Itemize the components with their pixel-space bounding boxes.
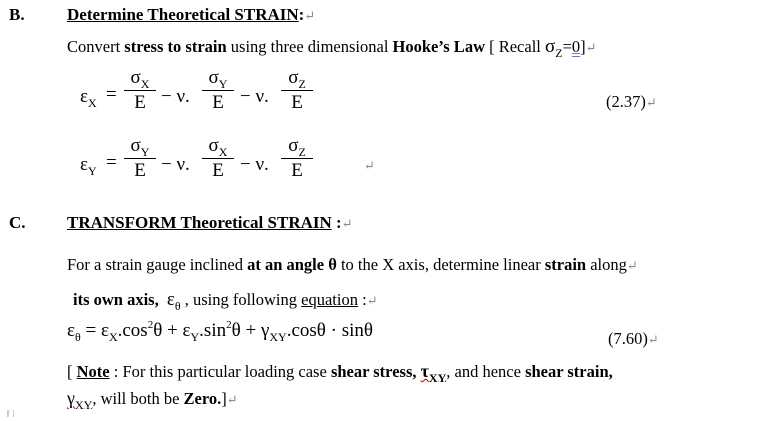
eq2-lhs: $\varepsilon_Y$ bbox=[80, 154, 97, 178]
intro-text: using three dimensional bbox=[226, 37, 393, 56]
section-c-para2: its own axis, $\varepsilon_\theta$ , using following equation :↵ bbox=[73, 289, 378, 313]
section-b-heading bbox=[67, 5, 315, 25]
eq2-term1: $\sigma_Y$ E bbox=[124, 136, 156, 181]
section-c-heading-text: TRANSFORM Theoretical STRAIN bbox=[67, 213, 332, 232]
eq2-term2: $\sigma_X$ E bbox=[202, 136, 234, 181]
recall-sigma-sub: Z bbox=[555, 46, 563, 60]
eq1-op1: − ν. bbox=[161, 86, 190, 107]
intro-recall: [ Recall bbox=[484, 37, 545, 56]
section-c-label: C. bbox=[9, 213, 26, 232]
eq2-op2: − ν. bbox=[240, 154, 269, 175]
paragraph-mark: ↵ bbox=[304, 8, 316, 23]
eq2-equals: = bbox=[106, 152, 117, 173]
eq1-term2: $\sigma_Y$ E bbox=[202, 68, 234, 113]
equation-link[interactable]: equation bbox=[301, 290, 358, 309]
eq1-equals: = bbox=[106, 84, 117, 105]
eq2-op1: − ν. bbox=[161, 154, 190, 175]
note-line2: $\gamma_{XY}$, will both be Zero.]↵ bbox=[67, 388, 238, 412]
eq1-op2: − ν. bbox=[240, 86, 269, 107]
gamma-xy: $\gamma_{XY}$ bbox=[67, 388, 93, 412]
bold-angle: at an angle θ bbox=[247, 255, 337, 274]
eq2-number: (7.60)↵ bbox=[608, 329, 659, 348]
intro-bold-stress: stress to strain bbox=[124, 37, 227, 56]
tau-xy: $\tau_{XY}$ bbox=[420, 361, 447, 385]
paragraph-mark: ↵ bbox=[364, 158, 375, 173]
recall-zero: 0 bbox=[571, 37, 581, 56]
recall-close: ] bbox=[580, 37, 586, 56]
note-label: Note bbox=[76, 362, 110, 381]
eps-theta: ε bbox=[166, 289, 175, 310]
bold-own-axis: its own axis, bbox=[73, 290, 159, 309]
section-b-heading-text: Determine Theoretical STRAIN bbox=[67, 5, 299, 24]
eq2-term3: $\sigma_Z$ E bbox=[281, 136, 313, 181]
section-b-intro bbox=[67, 36, 597, 58]
bold-strain: strain bbox=[544, 255, 587, 274]
recall-sigma: σ bbox=[545, 36, 556, 57]
intro-bold-hooke: Hooke’s Law bbox=[392, 37, 485, 56]
intro-text: Convert bbox=[67, 37, 125, 56]
recall-equals: = bbox=[562, 37, 572, 56]
section-b-heading-colon: : bbox=[298, 5, 305, 24]
section-c-heading bbox=[67, 213, 353, 233]
paragraph-mark: ↵ bbox=[585, 40, 597, 55]
page-corner-mark bbox=[7, 410, 14, 417]
main-equation: $\varepsilon_\theta = \varepsilon_X.\cos^2\theta + \varepsilon_Y.\sin^2\theta + \gamma_{XY}.\cos\theta \cdot \sin\theta$ bbox=[67, 319, 373, 344]
eq1-term1: $\sigma_X$ E bbox=[124, 68, 156, 113]
eq1-lhs: $\varepsilon_X$ bbox=[80, 86, 97, 110]
section-b-label: B. bbox=[9, 5, 25, 24]
paragraph-mark: ↵ bbox=[341, 216, 353, 231]
section-c-heading-colon: : bbox=[331, 213, 342, 232]
section-c-para1: For a strain gauge inclined at an angle θ to the X axis, determine linear strain along↵ bbox=[67, 255, 638, 274]
note-line1: [ Note : For this particular loading case shear stress, $\tau_{XY}$, and hence shear strain, bbox=[67, 361, 613, 385]
eq1-number: (2.37)↵ bbox=[606, 92, 657, 111]
eq1-term3: $\sigma_Z$ E bbox=[281, 68, 313, 113]
